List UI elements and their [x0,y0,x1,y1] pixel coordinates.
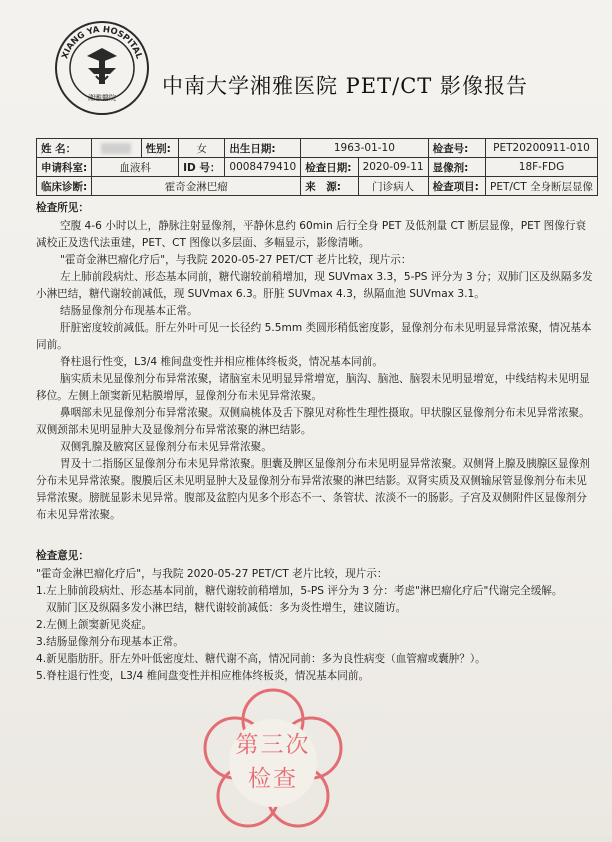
table-row [37,158,598,177]
exam-no-value: PET20200911-010 [485,139,597,158]
id-value: 0008479410 [225,158,301,177]
opinion-item: 双肺门区及纵隔多发小淋巴结，糖代谢较前减低：多为炎性增生，建议随访。 [46,602,407,614]
logo-text-bottom: 湘雅醫院 [88,94,116,102]
exam-count-stamp [198,688,348,838]
opinion-item: 3.结肠显像剂分布现基本正常。 [36,636,184,648]
tracer-label: 显像剂: [428,158,485,177]
opinion-intro: "霍奇金淋巴瘤化疗后"，与我院 2020-05-27 PET/CT 老片比较，现片示： [36,568,388,580]
patient-info-table [36,138,598,196]
findings-heading: 检查所见： [36,202,89,214]
dept-label: 申请科室: [37,158,92,177]
findings-paragraph: 肝脏密度较前减低。肝左外叶可见一长径约 5.5mm 类圆形稍低密度影，显像剂分布未见明显异常浓聚，情况基本同前。 [36,322,592,351]
findings-paragraph: 左上肺前段病灶、形态基本同前，糖代谢较前稍增加，现 SUVmax 3.3，5-PS 评分为 3 分；双肺门区及纵隔多发小淋巴结，糖代谢较前减低，现 SUVmax 6.3。肝脏 SUVmax 4.3，纵隔血池 SUVmax 3.1。 [36,271,593,300]
findings-paragraph: 胃及十二指肠区显像剂分布未见异常浓聚。胆囊及脾区显像剂分布未见明显异常浓聚。双侧肾上腺及胰腺区显像剂分布未见异常浓聚。腹膜后区未见明显肿大及显像剂分布异常浓聚的淋巴结影。双肾实质及双侧输尿管显像剂分布未见异常浓聚。膀胱显影未见异常。腹部及盆腔内见多个形态不一、条管状、浓淡不一的肠影。子宫及双侧附件区显像剂分布未见异常浓聚。 [36,458,590,521]
opinion-item: 4.新见脂肪肝。肝左外叶低密度灶、糖代谢不高，情况同前：多为良性病变（血管瘤或囊肿？）。 [36,653,486,665]
findings-paragraph: 空腹 4-6 小时以上，静脉注射显像剂，平静休息约 60min 后行全身 PET 及低剂量 CT 断层显像，PET 图像行衰减校正及迭代法重建，PET、CT 图像以多层面、多幅显示，影像清晰。 [36,220,587,249]
source-value: 门诊病人 [358,177,428,196]
dept-value: 血液科 [92,158,179,177]
findings-paragraph: 结肠显像剂分布现基本正常。 [60,305,198,317]
tracer-value: 18F-FDG [485,158,597,177]
findings-paragraph: "霍奇金淋巴瘤化疗后"，与我院 2020-05-27 PET/CT 老片比较，现片示： [60,254,412,266]
table-row [37,177,598,196]
stamp-line-1: 第三次 [235,732,311,758]
name-value-redacted [92,139,141,158]
opinion-item: 2.左侧上颌窦新见炎症。 [36,619,153,631]
exam-date-label: 检查日期: [301,158,358,177]
opinion-item: 1.左上肺前段病灶、形态基本同前，糖代谢较前稍增加，5-PS 评分为 3 分：考虑"淋巴瘤化疗后"代谢完全缓解。 [36,585,563,597]
findings-paragraph: 脊柱退行性变，L3/4 椎间盘变性并相应椎体终板炎，情况基本同前。 [60,356,383,368]
opinion-heading: 检查意见： [36,550,89,562]
report-body [36,200,596,685]
sex-value: 女 [179,139,225,158]
exam-date-value: 2020-09-11 [358,158,428,177]
opinion-item: 5.脊柱退行性变，L3/4 椎间盘变性并相应椎体终板炎，情况基本同前。 [36,670,370,682]
name-label: 姓 名： [37,139,92,158]
hospital-logo [52,18,152,118]
source-label: 来 源: [301,177,358,196]
id-label: ID 号： [179,158,225,177]
logo-text-top: XIANG YA HOSPITAL [60,24,144,61]
dob-label: 出生日期: [225,139,301,158]
dob-value: 1963-01-10 [301,139,428,158]
diag-label: 临床诊断: [37,177,92,196]
findings-paragraph: 双侧乳腺及腋窝区显像剂分布未见异常浓聚。 [60,441,272,453]
findings-paragraph: 脑实质未见显像剂分布异常浓聚，诸脑室未见明显异常增宽，脑沟、脑池、脑裂未见明显增宽，中线结构未见明显移位。左侧上颌窦新见粘膜增厚，显像剂分布未见异常浓聚。 [36,373,590,402]
stamp-line-2: 检查 [248,766,298,792]
sex-label: 性别: [141,139,178,158]
item-label: 检查项目: [428,177,485,196]
table-row [37,139,598,158]
diag-value: 霍奇金淋巴瘤 [92,177,301,196]
item-value: PET/CT 全身断层显像 [485,177,597,196]
exam-no-label: 检查号: [428,139,485,158]
findings-paragraph: 鼻咽部未见显像剂分布异常浓聚。双侧扁桃体及舌下腺见对称性生理性摄取。甲状腺区显像剂分布未见异常浓聚。双侧颈部未见明显肿大及显像剂分布异常浓聚的淋巴结影。 [36,407,590,436]
report-title: 中南大学湘雅医院 PET/CT 影像报告 [162,74,528,98]
